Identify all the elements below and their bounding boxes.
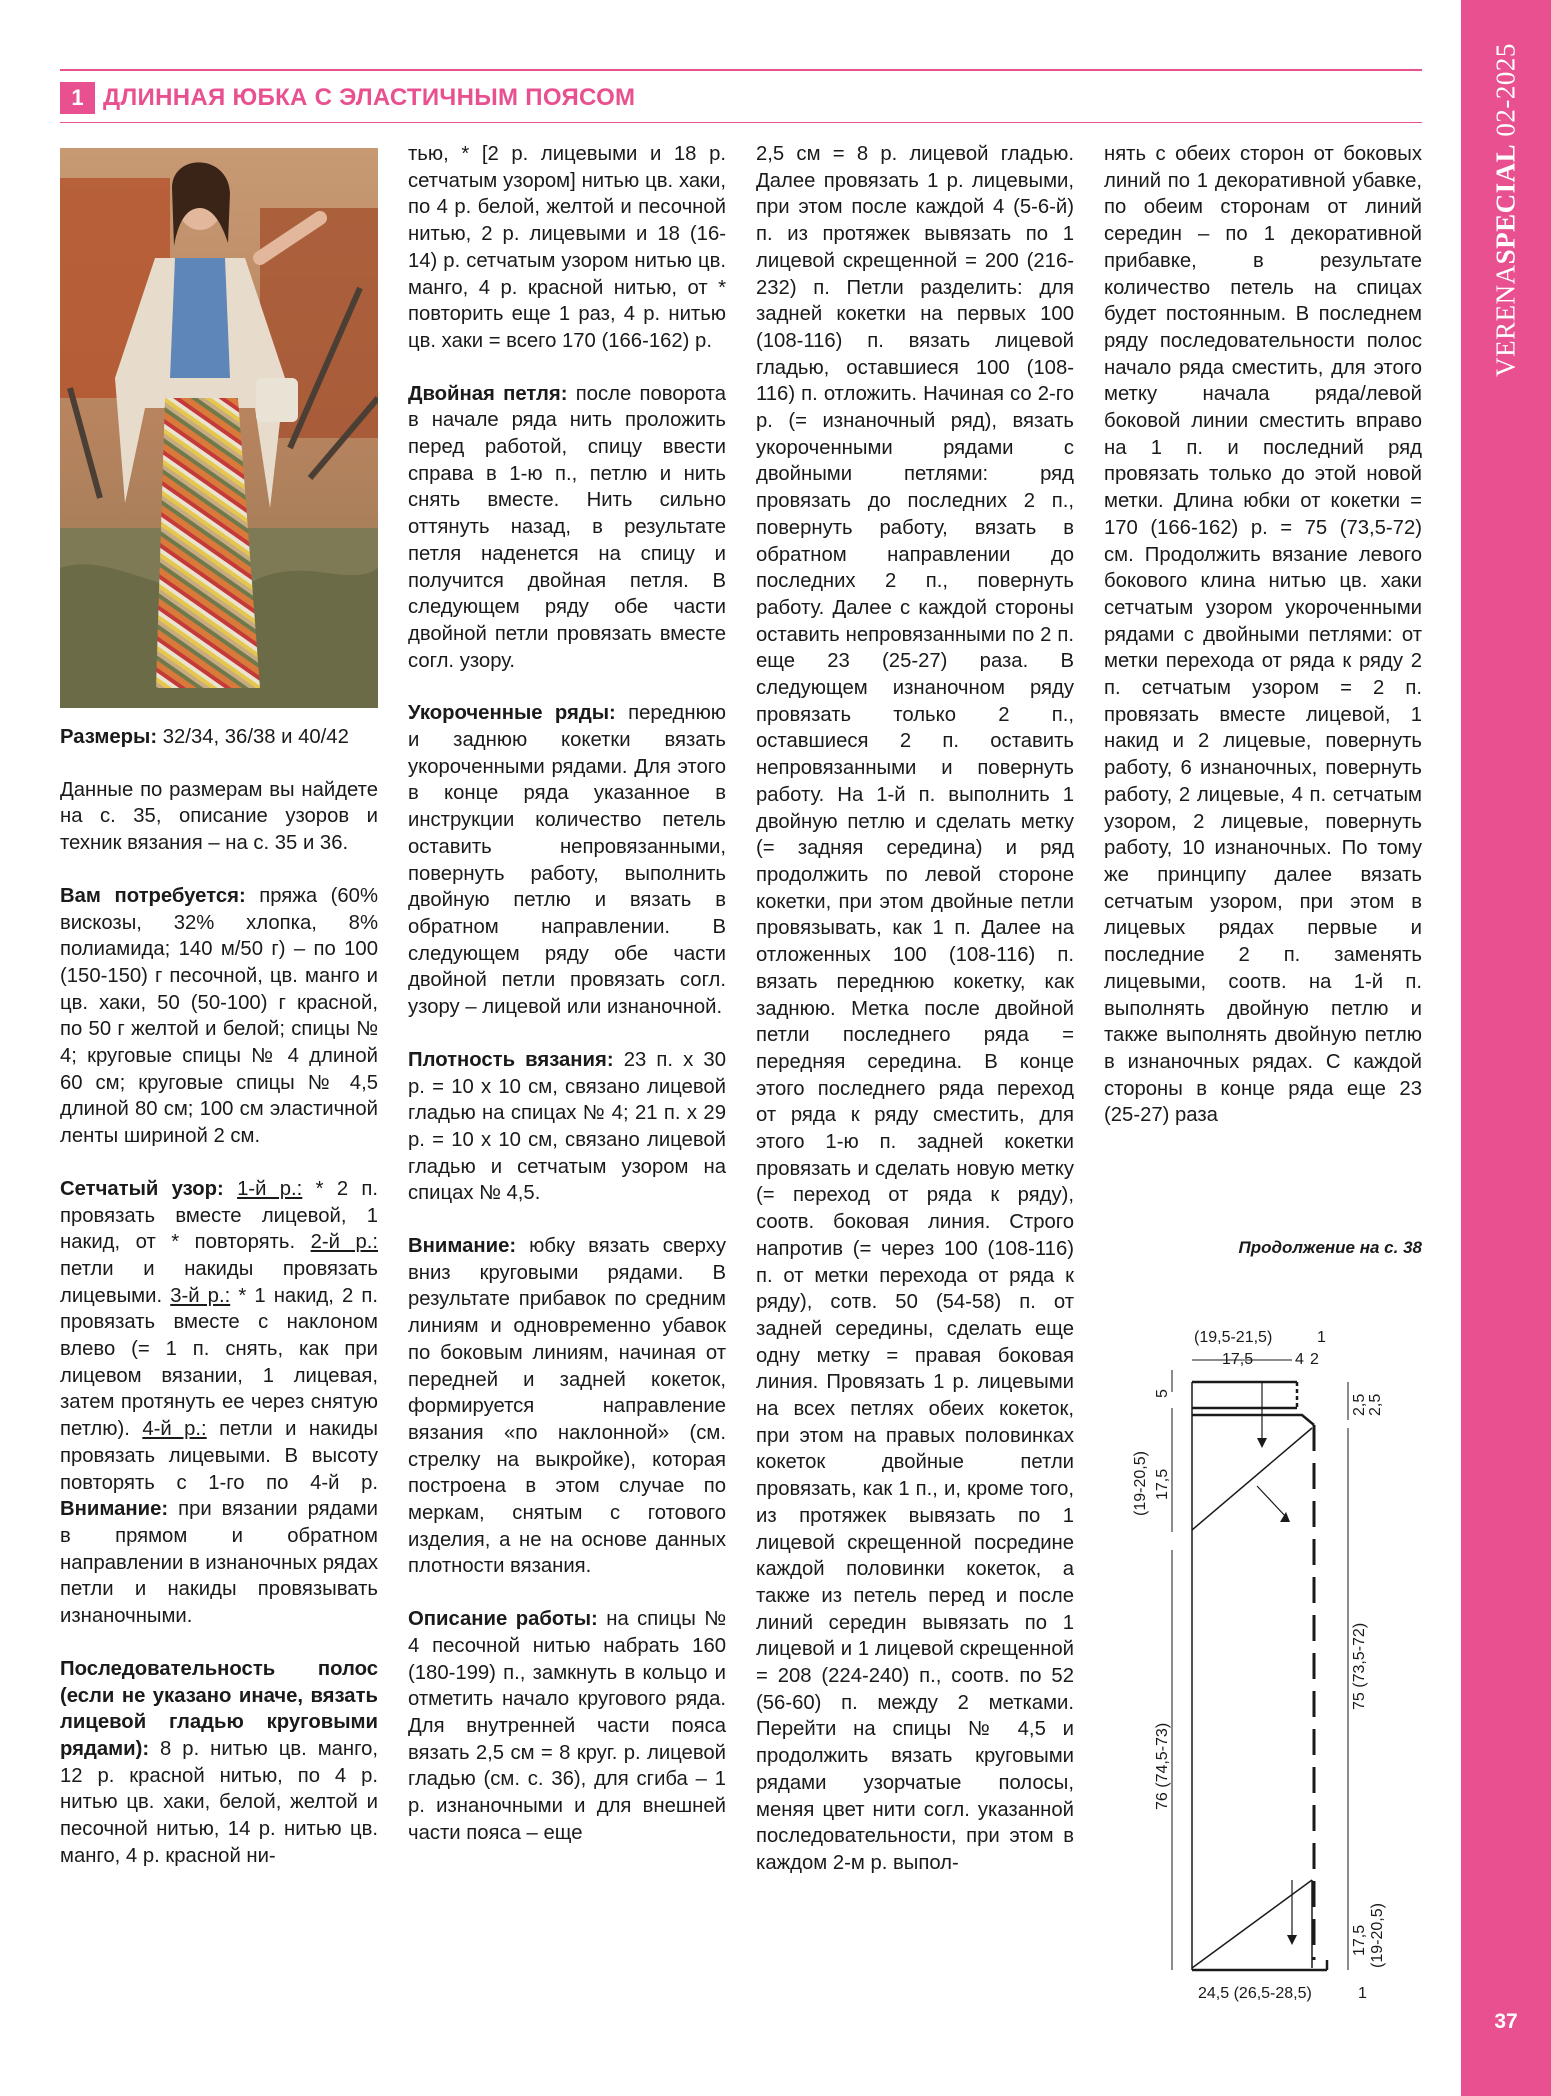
materials-label: Вам потребуется:: [60, 884, 246, 907]
schema-right-lower-alt: (19-20,5): [1369, 1903, 1386, 1968]
magazine-title-block: [1461, 0, 1551, 420]
mesh-attention-label: Внимание:: [60, 1498, 169, 1521]
sizes-paragraph: [60, 724, 378, 751]
mesh-row-4-label: 4-й р.:: [142, 1418, 207, 1441]
mesh-attention-text: при вязании рядами в прямом и обратном направлении в изнаночных рядах петли и накиды провязывать изнаночными.: [60, 1498, 378, 1628]
gauge-text: 23 п. х 30 р. = 10 х 10 см, связано лицевой гладью на спицах № 4; 21 п. х 29 р. = 10 х 10 см, связано лицевой гладью и сетчатым узором на спицах № 4,5.: [408, 1048, 726, 1205]
work-description-paragraph: [408, 1606, 726, 1846]
header-bottom-rule: [60, 122, 1422, 123]
stripe-sequence-paragraph: [60, 1656, 378, 1870]
magazine-brand: VERENA: [1490, 264, 1521, 377]
short-rows-paragraph: [408, 700, 726, 1020]
model-photo: [60, 148, 378, 708]
sizes-label: Размеры:: [60, 726, 158, 748]
article-header: [60, 82, 635, 114]
schema-left-five: 5: [1154, 1389, 1171, 1398]
text-column-4: [1104, 141, 1422, 1129]
continued-on-note: Продолжение на с. 38: [1238, 1238, 1422, 1257]
materials-paragraph: [60, 883, 378, 1150]
sizes-text: 32/34, 36/38 и 40/42: [157, 726, 349, 748]
schema-bottom-width: 24,5 (26,5-28,5): [1198, 1985, 1312, 2002]
article-title: ДЛИННАЯ ЮБКА С ЭЛАСТИЧНЫМ ПОЯСОМ: [103, 84, 636, 111]
schema-bottom-one: 1: [1358, 1985, 1367, 2002]
schema-right-total: 75 (73,5-72): [1351, 1622, 1368, 1710]
gauge-paragraph: [408, 1047, 726, 1207]
work-description-continued: 2,5 см = 8 р. лицевой гладью. Далее провязать 1 р. лицевыми, при этом после каждой 4 (5-6-й) п. из протяжек вывязать по 1 лицевой скрещенной = 200 (216-232) п. Петли разделить: для задней кокетки на первых 100 (108-116) п. вязать лицевой гладью, оставшиеся 100 (108-116) п. отложить. Начиная со 2-го р. (= изнаночный ряд), вязать укороченными рядами с двойными петлями: ряд провязать до последних 2 п., повернуть работу, вязать в обратном направлении до последних 2 п., повернуть работу. Далее с каждой стороны оставить непровязанными по 2 п. еще 23 (25-27) раза. В следующем изнаночном ряду провязать только 2 п., оставшиеся 2 п. оставить непровязанными и повернуть работу. На 1-й п. выполнить 1 двойную петлю и сделать метку (= задняя середина) и ряд продолжить по левой стороне кокетки, при этом двойные петли провязывать, как 1 п. Далее на отложенных 100 (108-116) п. вязать переднюю кокетку, как заднюю. Метка после двойной петли последнего ряда = передняя середина. В конце этого последнего ряда переход от ряда к ряду сместить, для этого 1-ю п. задней кокетки провязать и сделать новую метку (= переход от ряда к ряду), соотв. боковая линия. Строго напротив (= через 100 (108-116) п. от метки перехода от ряда к ряду), сотв. 50 (54-58) п. от задней середины, сделать еще одну метку = правая боковая линия. Провязать 1 р. лицевыми на всех петлях обеих кокеток, при этом на правых половинках кокеток двойные петли провязать, как 1 п., и, кроме того, из протяжек вывязать по 1 лицевой скрещенной посредине каждой половинки кокеток, а также из петель перед и после линий середин вывязать по 1 лицевой и 1 лицевой скрещенной = 208 (224-240) п., соотв. по 52 (56-60) п. между 2 метками. Перейти на спицы № 4,5 и продолжить вязать круговыми рядами узорчатые полосы, меняя цвет нити согл. указанной последовательности, при этом в каждом 2-м р. выпол-: [756, 143, 1074, 1874]
gauge-label: Плотность вязания:: [408, 1048, 614, 1071]
schema-right-lower-main: 17,5: [1351, 1924, 1368, 1956]
mesh-pattern-paragraph: [60, 1176, 378, 1630]
work-description-label: Описание работы:: [408, 1608, 598, 1631]
schema-right-small-a: 2,5: [1351, 1393, 1368, 1416]
attention-paragraph: [408, 1233, 726, 1580]
mesh-row-3-text: * 1 накид, 2 п. провязать вместе с наклоном влево (= 1 п. снять, как при лицевом вязании, 1 лицевая, затем протянуть ее через снятую петлю).: [60, 1284, 378, 1441]
magazine-sidebar: [1461, 0, 1551, 2096]
double-stitch-label: Двойная петля:: [408, 382, 568, 405]
schema-left-total: 76 (74,5-73): [1154, 1722, 1171, 1810]
magazine-issue: 02-2025: [1490, 43, 1521, 137]
skirt-schematic: [1112, 1320, 1422, 2020]
work-description-continued-2: нять с обеих сторон от боковых линий по 1 декоративной убавке, по обеим сторонам от линий середин – по 1 декоративной прибавке, в результате количество петель на спицах будет постоянным. В последнем ряду последовательности полос начало ряда сместить, для этого метку начала ряда/левой боковой линии сместить вправо на 1 п. и последний ряд провязать только до этой новой метки. Длина юбки от кокетки = 170 (166-162) р. = 75 (73,5-72) см. Продолжить вязание левого бокового клина нитью цв. хаки сетчатым узором укороченными рядами с двойными петлями: от метки перехода от ряда к ряду 2 п. сетчатым узором = 2 п. провязать вместе лицевой, 1 накид и 2 лицевые, повернуть работу, 6 изнаночных, повернуть работу, 2 лицевые, 4 п. сетчатым узором, 2 лицевые, повернуть работу, 10 изнаночных. По тому же принципу далее вязать сетчатым узором, при этом в лицевых рядах первые и последние 2 п. заменять лицевыми, соотв. на 1-й п. выполнять двойную петлю и также выполнять двойную петлю в изнаночных рядах. С каждой стороны в конце ряда еще 23 (25-27) раза: [1104, 143, 1422, 1127]
mesh-row-1-label: 1-й р.:: [237, 1177, 303, 1200]
double-stitch-text: после поворота в начале ряда нить проложить перед работой, спицу ввести справа в 1-ю п., петлю и нить снять вместе. Нить сильно оттянуть назад, в результате петля наденется на спицу и получится двойная петля. В следующем ряду обе части двойной петли провязать вместе согл. узору.: [408, 382, 727, 672]
stripe-sequence-continued: тью, * [2 р. лицевыми и 18 р. сетчатым узором] нитью цв. хаки, по 4 р. белой, желтой и песочной нитью, 2 р. лицевыми и 18 (16-14) р. сетчатым узором нитью цв. манго, 4 р. красной нитью, от * повторить еще 1 раз, 4 р. нитью цв. хаки = всего 170 (166-162) р.: [408, 143, 726, 352]
data-ref-paragraph: Данные по размерам вы найдете на с. 35, описание узоров и техник вязания – на с. 35 и 36.: [60, 778, 378, 855]
skirt-schematic-drawing: [1112, 1320, 1422, 2020]
magazine-title: [1491, 43, 1522, 377]
short-rows-text: переднюю и заднюю кокетки вязать укороченными рядами. Для этого в конце ряда указанное в инструкции количество петель оставить непровязанными, повернуть работу, выполнить двойную петлю и вязать в обратном направлении. В следующем ряду обе части двойной петли провязать согл. узору – лицевой или изнаночной.: [408, 702, 726, 1019]
schema-left-upper-main: 17,5: [1154, 1468, 1171, 1500]
mesh-row-2-text: петли и накиды провязать лицевыми.: [60, 1257, 378, 1307]
magazine-edition: SPECIAL: [1490, 143, 1521, 265]
model-photo-illustration: [60, 148, 378, 708]
mesh-row-3-label: 3-й р.:: [170, 1284, 231, 1307]
schema-top-two: 2: [1310, 1351, 1319, 1368]
header-top-rule: [60, 69, 1422, 71]
schema-top-four: 4: [1295, 1351, 1304, 1368]
schema-top-width-alt: (19,5-21,5): [1194, 1329, 1273, 1346]
mesh-pattern-label: Сетчатый узор:: [60, 1177, 224, 1200]
mesh-row-4-text: петли и накиды провязать лицевыми. В высоту повторять с 1-го по 4-й р.: [60, 1418, 379, 1494]
mesh-row-1-text: * 2 п. провязать вместе лицевой, 1 накид, от * повторять.: [60, 1177, 379, 1254]
text-column-1: [60, 724, 378, 1869]
stripe-sequence-label: Последовательность полос (если не указано иначе, вязать лицевой гладью круговыми рядами):: [60, 1657, 378, 1760]
attention-label: Внимание:: [408, 1235, 517, 1258]
text-column-3: [756, 141, 1074, 1877]
schema-top-one: 1: [1317, 1329, 1326, 1346]
stripe-sequence-text: 8 р. нитью цв. манго, 12 р. красной нитью, по 4 р. нитью цв. хаки, белой, желтой и песочной нитью, 14 р. нитью цв. манго, 4 р. красной ни-: [60, 1737, 378, 1867]
attention-text: юбку вязать сверху вниз круговыми рядами. В результате прибавок по средним линиям и одновременно убавок по боковым линиям, начиная от передней и задней кокеток, формируется направление вязания «по наклонной» (см. стрелку на выкройке), которая построена в этом случае по меркам, снятым с готового изделия, а не на основе данных плотности вязания.: [408, 1235, 726, 1578]
text-column-2: [408, 141, 726, 1846]
double-stitch-paragraph: [408, 381, 726, 675]
work-description-text: на спицы № 4 песочной нитью набрать 160 (180-199) п., замкнуть в кольцо и отметить начало кругового ряда. Для внутренней части пояса вязать 2,5 см = 8 круг. р. лицевой гладью (см. с. 36), для сгиба – 1 р. изнаночными и для внешней части пояса – еще: [408, 1608, 726, 1844]
schema-top-main: 17,5: [1222, 1351, 1254, 1368]
mesh-row-2-label: 2-й р.:: [310, 1231, 378, 1254]
materials-text: пряжа (60% вискозы, 32% хлопка, 8% полиамида; 140 м/50 г) – по 100 (150-150) г песочной, цв. манго и цв. хаки, 50 (50-100) г красной, по 50 г желтой и белой; спицы № 4; круговые спицы № 4 длиной 60 см; круговые спицы № 4,5 длиной 80 см; 100 см эластичной ленты шириной 2 см.: [60, 884, 378, 1148]
schema-left-upper-alt: (19-20,5): [1132, 1451, 1149, 1516]
short-rows-label: Укороченные ряды:: [408, 702, 616, 725]
page-number: 37: [1494, 2010, 1518, 2033]
article-number-badge: 1: [60, 82, 95, 114]
schema-right-small-b: 2,5: [1367, 1393, 1384, 1416]
